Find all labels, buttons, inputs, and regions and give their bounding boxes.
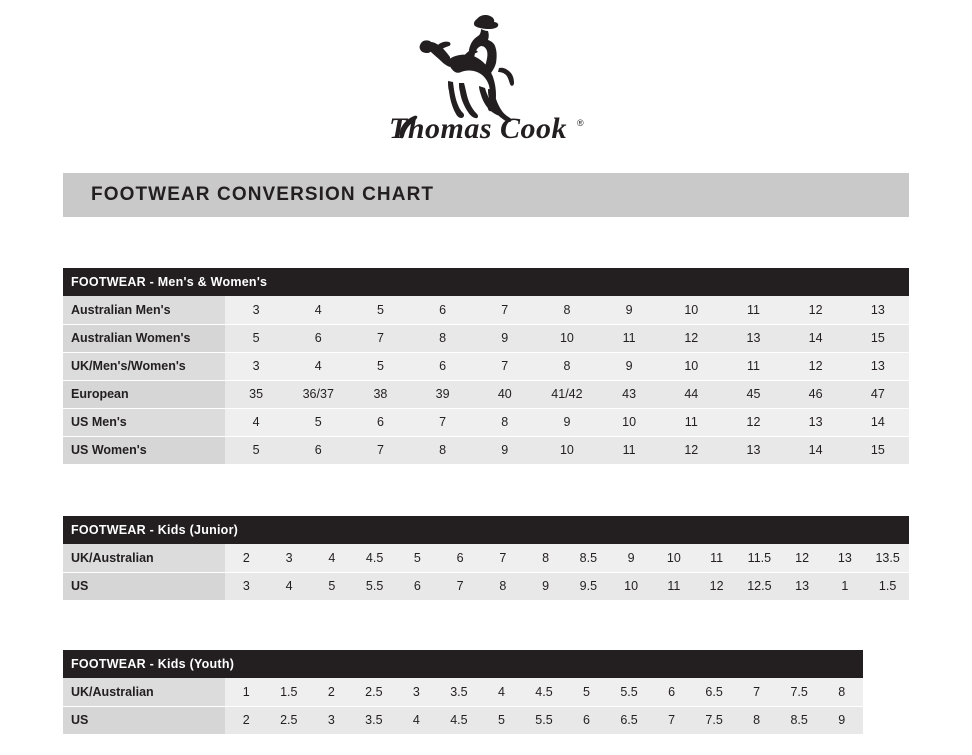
cell: 9 [524, 572, 567, 600]
cell: 2 [225, 544, 268, 572]
cell: 4.5 [438, 706, 481, 734]
cell: 44 [660, 380, 722, 408]
row-label: European [63, 380, 225, 408]
cell: 3 [268, 544, 311, 572]
cell: 11 [722, 296, 784, 324]
cell: 38 [349, 380, 411, 408]
table-row [63, 544, 909, 572]
cell: 13 [847, 296, 909, 324]
cell: 8 [482, 572, 525, 600]
cell: 12 [785, 352, 847, 380]
table-row [63, 572, 909, 600]
cell: 10 [536, 324, 598, 352]
cell: 5.5 [353, 572, 396, 600]
cell: 7 [650, 706, 693, 734]
row-label: UK/Australian [63, 678, 225, 706]
row-label: Australian Men's [63, 296, 225, 324]
cell: 7 [735, 678, 778, 706]
cell: 15 [847, 436, 909, 464]
cell: 10 [660, 296, 722, 324]
cell: 46 [785, 380, 847, 408]
cell: 6 [565, 706, 608, 734]
cell: 12 [785, 296, 847, 324]
cell: 5 [311, 572, 354, 600]
cell: 6 [287, 436, 349, 464]
cell: 8 [524, 544, 567, 572]
table-row [63, 436, 909, 464]
cell: 3.5 [438, 678, 481, 706]
table-row [63, 296, 909, 324]
cell: 8 [412, 436, 474, 464]
cell: 5 [225, 324, 287, 352]
cell: 2.5 [268, 706, 311, 734]
table-row [63, 408, 909, 436]
cell: 4 [287, 352, 349, 380]
cell: 6 [287, 324, 349, 352]
page-title-banner [63, 173, 909, 217]
cell: 7 [439, 572, 482, 600]
cell: 15 [847, 324, 909, 352]
table-row [63, 352, 909, 380]
cell: 11 [660, 408, 722, 436]
cell: 47 [847, 380, 909, 408]
cell: 4 [480, 678, 523, 706]
cell: 10 [660, 352, 722, 380]
cell: 36/37 [287, 380, 349, 408]
table-block-kids-junior [63, 516, 909, 600]
cell: 1 [824, 572, 867, 600]
cell: 11 [653, 572, 696, 600]
cell: 8 [536, 296, 598, 324]
svg-text:®: ® [577, 118, 584, 128]
cell: 12 [660, 324, 722, 352]
cell: 7 [474, 296, 536, 324]
cell: 5.5 [523, 706, 566, 734]
cell: 2 [225, 706, 268, 734]
cell: 9 [820, 706, 863, 734]
cell: 12.5 [738, 572, 781, 600]
cell: 6 [412, 352, 474, 380]
cell: 14 [785, 436, 847, 464]
table-row [63, 380, 909, 408]
cell: 9 [474, 324, 536, 352]
table-kids-junior [63, 544, 909, 600]
cell: 13.5 [866, 544, 909, 572]
cell: 5 [225, 436, 287, 464]
table-block-kids-youth [63, 650, 909, 734]
cell: 4 [268, 572, 311, 600]
cell: 5 [396, 544, 439, 572]
cell: 10 [598, 408, 660, 436]
cell: 1.5 [866, 572, 909, 600]
page-title: FOOTWEAR CONVERSION CHART [91, 184, 435, 205]
cell: 7 [412, 408, 474, 436]
table-mens-womens [63, 296, 909, 464]
cell: 7 [482, 544, 525, 572]
cell: 5 [565, 678, 608, 706]
cell: 4.5 [523, 678, 566, 706]
row-label: UK/Men's/Women's [63, 352, 225, 380]
cell: 9 [536, 408, 598, 436]
cell: 11 [695, 544, 738, 572]
cell: 11 [722, 352, 784, 380]
cell: 8.5 [778, 706, 821, 734]
cell: 35 [225, 380, 287, 408]
cell: 4 [287, 296, 349, 324]
cell: 13 [781, 572, 824, 600]
cell: 8.5 [567, 544, 610, 572]
cell: 8 [735, 706, 778, 734]
table-header-mens-womens: FOOTWEAR - Men's & Women's [63, 268, 909, 296]
row-label: Australian Women's [63, 324, 225, 352]
cell: 7 [474, 352, 536, 380]
horse-and-rider-icon [381, 10, 591, 155]
cell: 2.5 [353, 678, 396, 706]
row-label: UK/Australian [63, 544, 225, 572]
cell: 13 [847, 352, 909, 380]
cell: 9.5 [567, 572, 610, 600]
cell: 12 [660, 436, 722, 464]
table-block-mens-womens [63, 268, 909, 464]
cell: 10 [536, 436, 598, 464]
cell: 12 [722, 408, 784, 436]
cell: 11 [598, 436, 660, 464]
cell: 6.5 [693, 678, 736, 706]
cell: 3 [225, 296, 287, 324]
cell: 4.5 [353, 544, 396, 572]
cell: 6.5 [608, 706, 651, 734]
cell: 12 [781, 544, 824, 572]
table-row [63, 678, 863, 706]
cell: 14 [847, 408, 909, 436]
cell: 7 [349, 436, 411, 464]
cell: 10 [653, 544, 696, 572]
cell: 13 [824, 544, 867, 572]
cell: 6 [349, 408, 411, 436]
cell: 6 [439, 544, 482, 572]
cell: 3 [395, 678, 438, 706]
cell: 5.5 [608, 678, 651, 706]
cell: 8 [536, 352, 598, 380]
table-row [63, 324, 909, 352]
table-row [63, 706, 863, 734]
cell: 5 [480, 706, 523, 734]
cell: 11.5 [738, 544, 781, 572]
cell: 3 [225, 572, 268, 600]
cell: 9 [610, 544, 653, 572]
cell: 10 [610, 572, 653, 600]
table-kids-youth [63, 678, 863, 734]
cell: 9 [598, 352, 660, 380]
cell: 4 [225, 408, 287, 436]
cell: 6 [650, 678, 693, 706]
row-label: US [63, 706, 225, 734]
cell: 40 [474, 380, 536, 408]
cell: 43 [598, 380, 660, 408]
cell: 2 [310, 678, 353, 706]
row-label: US [63, 572, 225, 600]
cell: 14 [785, 324, 847, 352]
cell: 8 [820, 678, 863, 706]
cell: 8 [474, 408, 536, 436]
cell: 13 [722, 436, 784, 464]
cell: 11 [598, 324, 660, 352]
cell: 9 [474, 436, 536, 464]
cell: 7.5 [778, 678, 821, 706]
svg-text:Thomas Cook: Thomas Cook [389, 112, 568, 145]
cell: 41/42 [536, 380, 598, 408]
row-label: US Women's [63, 436, 225, 464]
table-header-kids-youth: FOOTWEAR - Kids (Youth) [63, 650, 863, 678]
cell: 45 [722, 380, 784, 408]
table-header-kids-junior: FOOTWEAR - Kids (Junior) [63, 516, 909, 544]
cell: 9 [598, 296, 660, 324]
cell: 5 [349, 296, 411, 324]
brand-logo [0, 0, 972, 155]
cell: 3 [310, 706, 353, 734]
cell: 8 [412, 324, 474, 352]
cell: 3.5 [353, 706, 396, 734]
cell: 12 [695, 572, 738, 600]
cell: 1 [225, 678, 268, 706]
cell: 7.5 [693, 706, 736, 734]
cell: 6 [412, 296, 474, 324]
cell: 1.5 [268, 678, 311, 706]
cell: 6 [396, 572, 439, 600]
cell: 3 [225, 352, 287, 380]
cell: 4 [311, 544, 354, 572]
cell: 5 [287, 408, 349, 436]
cell: 13 [785, 408, 847, 436]
cell: 39 [412, 380, 474, 408]
cell: 4 [395, 706, 438, 734]
cell: 13 [722, 324, 784, 352]
cell: 7 [349, 324, 411, 352]
cell: 5 [349, 352, 411, 380]
row-label: US Men's [63, 408, 225, 436]
